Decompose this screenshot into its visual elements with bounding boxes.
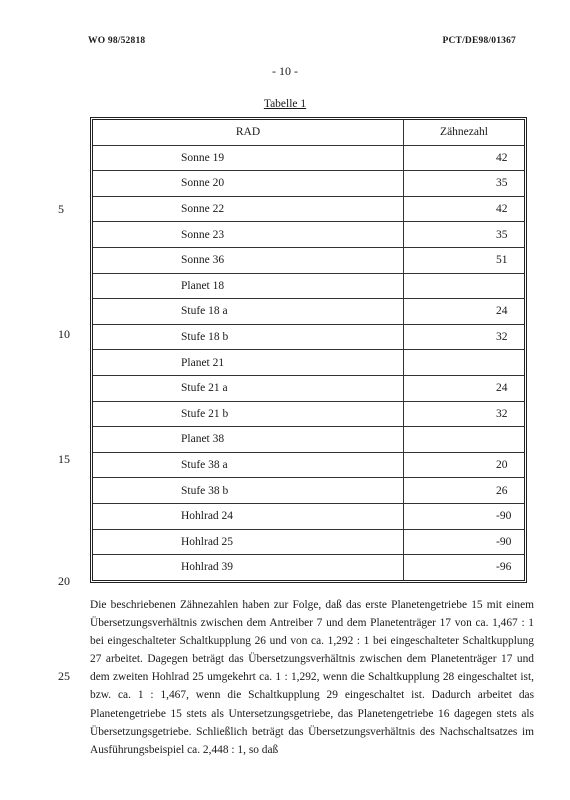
table-row	[93, 452, 524, 478]
zaehnezahl-cell: 51	[404, 247, 525, 273]
zaehnezahl-cell: -96	[404, 555, 525, 580]
rad-cell: Hohlrad 39	[93, 555, 404, 580]
zaehnezahl-cell: 32	[404, 401, 525, 427]
zaehnezahl-cell: 35	[404, 222, 525, 248]
table-row	[93, 427, 524, 453]
table-row	[93, 299, 524, 325]
rad-cell: Planet 18	[93, 273, 404, 299]
line-number-5: 5	[58, 202, 64, 216]
zaehnezahl-cell: -90	[404, 529, 525, 555]
zaehnezahl-cell: 42	[404, 145, 525, 171]
rad-cell: Stufe 21 b	[93, 401, 404, 427]
line-number-15: 15	[58, 452, 70, 466]
table-row	[93, 375, 524, 401]
page-number: - 10 -	[272, 64, 298, 78]
rad-cell: Stufe 38 a	[93, 452, 404, 478]
zaehnezahl-cell	[404, 427, 525, 453]
table-caption: Tabelle 1	[263, 98, 307, 110]
rad-cell: Planet 21	[93, 350, 404, 376]
gear-table-frame	[90, 117, 527, 583]
rad-cell: Hohlrad 24	[93, 503, 404, 529]
table-row	[93, 478, 524, 504]
zaehnezahl-cell: 24	[404, 299, 525, 325]
table-body	[93, 145, 524, 580]
rad-cell: Stufe 18 b	[93, 324, 404, 350]
table-row	[93, 401, 524, 427]
zaehnezahl-cell: 20	[404, 452, 525, 478]
zaehnezahl-cell: 35	[404, 171, 525, 197]
table-row	[93, 555, 524, 580]
line-number-10: 10	[58, 327, 70, 341]
gear-table	[93, 120, 524, 580]
table-row	[93, 171, 524, 197]
zaehnezahl-cell: 32	[404, 324, 525, 350]
column-header-zaehnezahl: Zähnezahl	[404, 120, 525, 145]
table-row	[93, 196, 524, 222]
body-paragraph: Die beschriebenen Zähnezahlen haben zur Folge, daß das erste Planetengetriebe 15 mit einem Übersetzungsverhältnis zwischen dem Antreiber 7 und dem Planetenträger 17 von ca. 1,467 : 1 bei eingeschalteter Schaltkupplung 26 und von ca. 1,292 : 1 bei eingeschalteter Schaltkupplung 27 arbeitet. Dagegen beträgt das Übersetzungsverhältnis zwischen dem Planetenträger 17 und dem zweiten Hohlrad 25 umgekehrt ca. 1 : 1,292, wenn die Schaltkupplung 28 eingeschaltet ist, bzw. ca. 1 : 1,467, wenn die Schaltkupplung 29 eingeschaltet ist. Dadurch arbeitet das Planetengetriebe 15 stets als Untersetzungsgetriebe, das Planetengetriebe 16 dagegen stets als Übersetzungsgetriebe. Schließlich beträgt das Übersetzungsverhältnis des Nachschaltsatzes im Ausführungsbeispiel ca. 2,448 : 1, so daß	[90, 599, 534, 756]
line-number-25: 25	[58, 669, 70, 683]
table-row	[93, 247, 524, 273]
rad-cell: Stufe 18 a	[93, 299, 404, 325]
zaehnezahl-cell: 26	[404, 478, 525, 504]
document-number: WO 98/52818	[88, 36, 146, 46]
table-row	[93, 145, 524, 171]
table-row	[93, 529, 524, 555]
table-row	[93, 503, 524, 529]
rad-cell: Stufe 21 a	[93, 375, 404, 401]
rad-cell: Stufe 38 b	[93, 478, 404, 504]
table-row	[93, 222, 524, 248]
line-number-20: 20	[58, 574, 70, 588]
rad-cell: Sonne 23	[93, 222, 404, 248]
table-row	[93, 273, 524, 299]
table-row	[93, 350, 524, 376]
column-header-rad: RAD	[93, 120, 404, 145]
application-number: PCT/DE98/01367	[442, 36, 516, 46]
rad-cell: Sonne 22	[93, 196, 404, 222]
rad-cell: Sonne 20	[93, 171, 404, 197]
zaehnezahl-cell	[404, 350, 525, 376]
rad-cell: Sonne 19	[93, 145, 404, 171]
rad-cell: Hohlrad 25	[93, 529, 404, 555]
zaehnezahl-cell: -90	[404, 503, 525, 529]
table-header-row	[93, 120, 524, 145]
zaehnezahl-cell: 42	[404, 196, 525, 222]
rad-cell: Sonne 36	[93, 247, 404, 273]
rad-cell: Planet 38	[93, 427, 404, 453]
zaehnezahl-cell	[404, 273, 525, 299]
table-row	[93, 324, 524, 350]
zaehnezahl-cell: 24	[404, 375, 525, 401]
